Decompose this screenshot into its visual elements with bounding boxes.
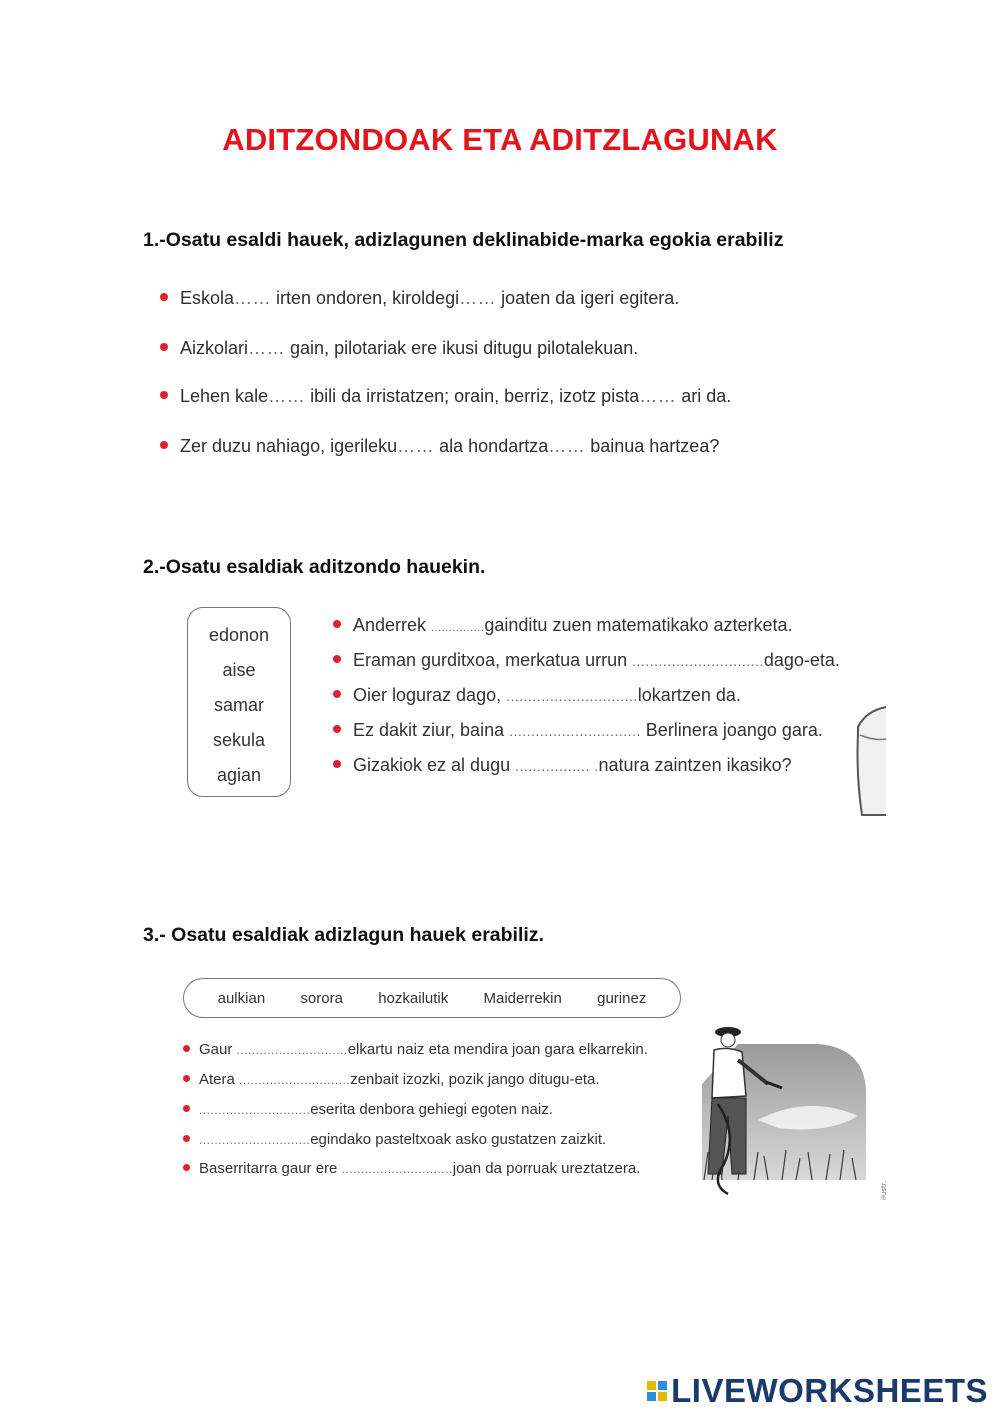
blank-field[interactable]: …… <box>459 288 497 308</box>
word-bank-item: Maiderrekin <box>483 989 562 1007</box>
blank-field[interactable]: …… <box>639 386 677 406</box>
section1-item-4: Zer duzu nahiago, igerileku…… ala hondartza…… bainua hartzea? <box>160 436 719 457</box>
section1-item-1: Eskola…… irten ondoren, kiroldegi…… joaten da igeri egitera. <box>160 288 679 309</box>
word-bank-item: sorora <box>300 989 343 1007</box>
section3-item-5: Baserritarra gaur ere .............................joan da porruak ureztatzera. <box>183 1160 640 1177</box>
section3-item-4: .............................egindako pasteltxoak asko gustatzen zaizkit. <box>183 1131 606 1148</box>
liveworksheets-logo <box>647 1372 988 1410</box>
section3-heading: 3.- Osatu esaldiak adizlagun hauek erabiliz. <box>143 924 544 946</box>
word-bank-item: hozkailutik <box>378 989 449 1007</box>
bullet-icon <box>333 655 341 663</box>
bullet-icon <box>160 343 168 351</box>
word-bank-item: agian <box>216 765 262 785</box>
section3-item-2: Atera .............................zenbait izozki, pozik jango ditugu-eta. <box>183 1071 600 1088</box>
word-bank-item: samar <box>213 695 264 715</box>
bullet-icon <box>183 1105 190 1112</box>
svg-text:ilustr.: ilustr. <box>880 1180 888 1200</box>
section3-item-1: Gaur .............................elkartu naiz eta mendira joan gara elkarrekin. <box>183 1041 648 1058</box>
blank-field[interactable]: …… <box>248 338 286 358</box>
bullet-icon <box>160 441 168 449</box>
section2-item-1: Anderrek ...............gainditu zuen matematikako azterketa. <box>333 615 793 636</box>
bullet-icon <box>333 690 341 698</box>
page-title: ADITZONDOAK ETA ADITZLAGUNAK <box>222 122 778 157</box>
logo-grid-icon <box>647 1381 667 1401</box>
blank-field[interactable]: ............................. <box>236 1043 348 1057</box>
bullet-icon <box>183 1045 190 1052</box>
word-bank-item: aulkian <box>217 989 266 1007</box>
bullet-icon <box>160 391 168 399</box>
section1-item-2: Aizkolari…… gain, pilotariak ere ikusi ditugu pilotalekuan. <box>160 338 638 359</box>
word-bank-item: aise <box>222 660 256 680</box>
blank-field[interactable]: …… <box>397 436 435 456</box>
section2-item-2: Eraman gurditxoa, merkatua urrun ..............................dago-eta. <box>333 650 840 671</box>
word-bank <box>187 607 291 797</box>
word-bank-item: edonon <box>208 625 270 645</box>
section3-item-3: .............................eserita denbora gehiegi egoten naiz. <box>183 1101 553 1118</box>
blank-field[interactable]: ............... <box>431 622 485 634</box>
bullet-icon <box>160 293 168 301</box>
blank-field[interactable]: .............................. <box>632 653 764 669</box>
section2-heading: 2.-Osatu esaldiak aditzondo hauekin. <box>143 556 486 578</box>
blank-field[interactable]: .............................. <box>506 688 638 704</box>
logo-text: LIVEWORKSHEETS <box>671 1372 988 1409</box>
blank-field[interactable]: ............................. <box>199 1103 311 1117</box>
section1-item-3: Lehen kale…… ibili da irristatzen; orain, berriz, izotz pista…… ari da. <box>160 386 731 407</box>
bullet-icon <box>333 620 341 628</box>
section2-item-4: Ez dakit ziur, baina .............................. Berlinera joango gara. <box>333 720 823 741</box>
word-bank-item: gurinez <box>597 989 647 1007</box>
blank-field[interactable]: ............................. <box>341 1162 453 1176</box>
blank-field[interactable]: …… <box>268 386 306 406</box>
word-bank-pill <box>183 978 681 1018</box>
blank-field[interactable]: ............................. <box>239 1073 351 1087</box>
blank-field[interactable]: .............................. <box>509 723 641 739</box>
section2-item-3: Oier loguraz dago, ..............................lokartzen da. <box>333 685 741 706</box>
bullet-icon <box>183 1075 190 1082</box>
section2-item-5: Gizakiok ez al dugu ................. .natura zaintzen ikasiko? <box>333 755 792 776</box>
farmer-watering-illustration <box>698 1024 894 1204</box>
bullet-icon <box>333 725 341 733</box>
section1-heading: 1.-Osatu esaldi hauek, adizlagunen deklinabide-marka egokia erabiliz <box>143 229 784 251</box>
word-bank-item: sekula <box>212 730 266 750</box>
blank-field[interactable]: ............................. <box>199 1133 311 1147</box>
blank-field[interactable]: …… <box>548 436 586 456</box>
container-illustration <box>850 705 886 817</box>
bullet-icon <box>183 1135 190 1142</box>
bullet-icon <box>183 1164 190 1171</box>
bullet-icon <box>333 760 341 768</box>
blank-field[interactable]: ................. . <box>515 758 599 774</box>
blank-field[interactable]: …… <box>234 288 272 308</box>
